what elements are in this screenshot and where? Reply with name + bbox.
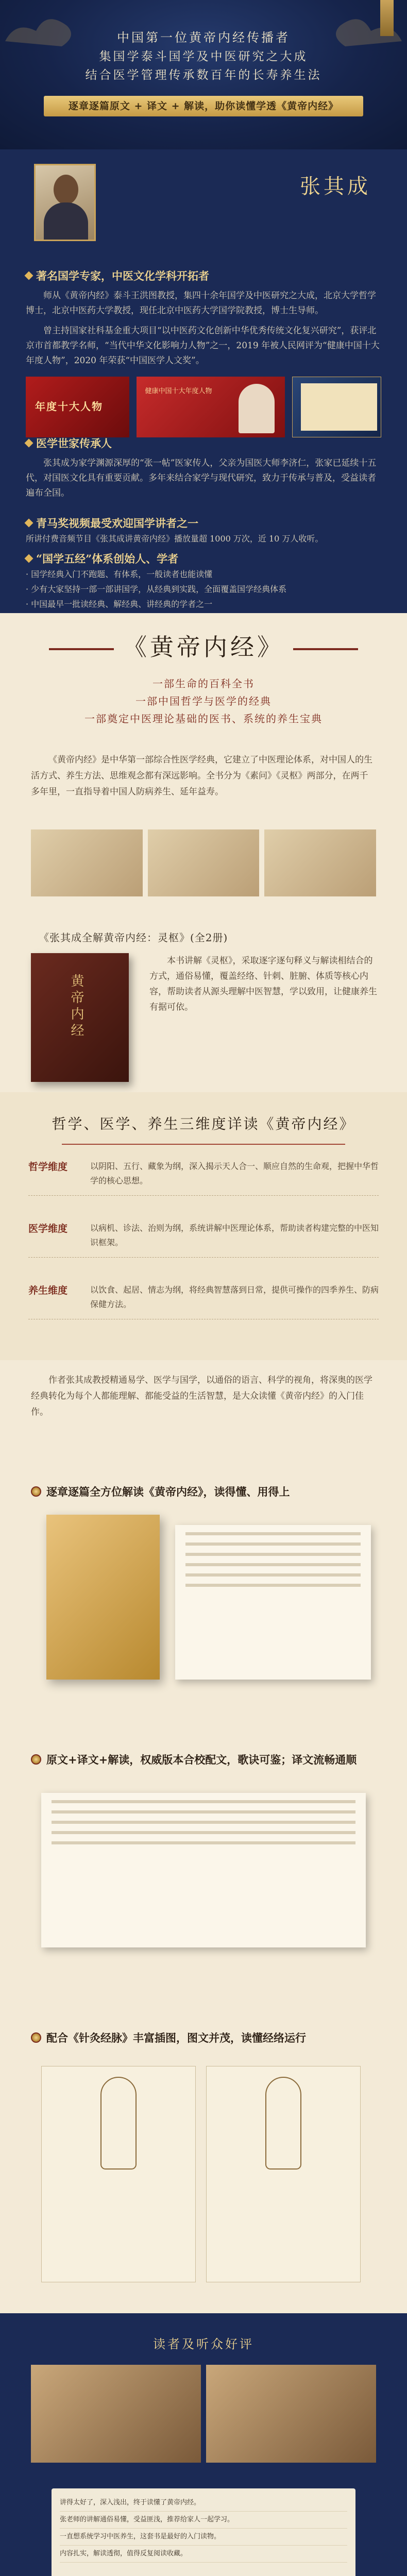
book-subtitle (0, 675, 407, 727)
open-book-photo (175, 1525, 371, 1680)
book-cover (31, 953, 129, 1082)
bullet-item: · 中国最早一批读经典、解经典、讲经典的学者之一 (26, 599, 213, 609)
text-line (185, 1563, 361, 1566)
pillars-section (0, 1092, 407, 1360)
feedback-title: 读者及听众好评 (153, 2337, 254, 2351)
text-line (52, 1821, 355, 1824)
feature-title-text: 配合《针灸经脉》丰富插图，图文并茂，读懂经络运行 (46, 2031, 306, 2044)
illustration (31, 829, 143, 896)
medallion-icon (31, 1486, 41, 1497)
diamond-icon (25, 272, 33, 280)
cloud-decoration-icon (325, 0, 407, 62)
section-title-text: “国学五经”体系创始人、学者 (36, 552, 179, 565)
award-gallery (26, 377, 381, 437)
meridian-diagram (41, 2066, 196, 2282)
body-figure (100, 2077, 137, 2170)
body-figure (265, 2077, 301, 2170)
medallion-icon (31, 1754, 41, 1765)
event-photo (31, 2365, 201, 2463)
author-name: 张其成 (300, 175, 371, 198)
hero-banner: 逐章逐篇原文 + 译文 + 解读，助你读懂学透《黄帝内经》 (44, 96, 363, 116)
illustration-strip (31, 829, 376, 896)
illustration (264, 829, 376, 896)
credential-text: 所讲付费音频节目《张其成讲黄帝内经》播放量超 1000 万次，近 10 万人收听。 (26, 534, 324, 544)
pillar-text: 以病机、诊法、治则为纲，系统讲解中医理论体系，帮助读者构建完整的中医知识框架。 (90, 1223, 379, 1247)
pillar-tag: 养生维度 (28, 1285, 68, 1296)
comment-item: 一直想系统学习中医养生，这套书是最好的入门读物。 (60, 2529, 347, 2546)
comment-item: 讲得太好了，深入浅出，终于读懂了黄帝内经。 (60, 2495, 347, 2512)
subtitle-line: 一部生命的百科全书 (152, 677, 255, 690)
section-title (26, 515, 381, 531)
award-caption: 健康中国十大年度人物 (145, 387, 212, 395)
section-title-text: 青马奖视频最受欢迎国学讲者之一 (36, 517, 198, 530)
hero-line-3: 结合医学管理传承数百年的长寿养生法 (85, 69, 322, 82)
author-paragraph: 曾主持国家社科基金重大项目“以中医药文化创新中华优秀传统文化复兴研究”，获评北京市首都教学名师，“当代中华文化影响力人物”之一，2019 年被人民网评为“健康中国十大年度人物”，2020 年荣获“中国医学人文奖”。 (26, 326, 380, 366)
subtitle-line: 一部中国哲学与医学的经典 (135, 695, 272, 707)
text-line (185, 1584, 361, 1587)
credentials-block (26, 515, 381, 611)
pillars-heading: 哲学、医学、养生三维度详读《黄帝内经》 (52, 1115, 355, 1132)
author-intro-block (26, 268, 381, 437)
text-line (185, 1532, 361, 1535)
award-photo (26, 377, 129, 437)
pillar-row (28, 1159, 379, 1196)
book-photo (46, 1515, 160, 1680)
certificate (301, 383, 377, 431)
award-person (239, 384, 275, 433)
text-line (185, 1553, 361, 1556)
event-photo (206, 2365, 376, 2463)
text-line (52, 1841, 355, 1844)
intro-paragraph: 作者张其成教授精通易学、医学与国学，以通俗的语言、科学的视角，将深奥的医学经典转化为每个人都能理解、都能受益的生活智慧，是大众读懂《黄帝内经》的入门佳作。 (31, 1375, 372, 1417)
family-block (26, 435, 381, 501)
feature-title-text: 原文+译文+解读，权威版本合校配文，歌诀可鉴；译文流畅通顺 (46, 1753, 357, 1766)
portrait-head (54, 175, 78, 205)
open-book-photo (41, 1793, 366, 1947)
hero-line-2: 集国学泰斗国学及中医研究之大成 (99, 50, 308, 63)
section-title-text: 医学世家传承人 (36, 437, 112, 450)
section-title-text: 著名国学专家，中医文化学科开拓者 (36, 269, 209, 282)
family-paragraph: 张其成为家学渊源深厚的“张一帖”医家传人，父亲为国医大师李济仁，张家已延续十五代，对国医文化具有重要贡献。多年来结合家学与现代研究，致力于传承与普及，受益读者遍布全国。 (26, 458, 377, 498)
certificate-photo (292, 377, 381, 437)
bullet-item: · 国学经典入门不跑题、有体系，一般读者也能读懂 (26, 569, 213, 579)
product-description: 本书讲解《灵枢》，采取逐字逐句释义与解读相结合的方式，通俗易懂，覆盖经络、针刺、脏腑、体质等核心内容，帮助读者从源头理解中医智慧，学以致用，让健康养生有据可依。 (149, 956, 377, 1012)
pillar-tag: 医学维度 (28, 1223, 68, 1234)
pillar-row (28, 1283, 379, 1319)
cover-title: 黄帝内经 (69, 974, 84, 1040)
intro-section (0, 1360, 407, 1479)
portrait-body (44, 202, 88, 240)
section-title (26, 435, 381, 451)
pillar-text: 以饮食、起居、情志为纲，将经典智慧落到日常，提供可操作的四季养生、防病保健方法。 (90, 1285, 379, 1309)
comment-item: 内容扎实，解读透彻，值得反复阅读收藏。 (60, 2546, 347, 2563)
medallion-icon (31, 2032, 41, 2043)
pillar-tag: 哲学维度 (28, 1161, 68, 1173)
text-line (52, 1810, 355, 1814)
hero-line-1: 中国第一位黄帝内经传播者 (117, 30, 290, 45)
author-portrait (34, 164, 96, 241)
diamond-icon (25, 439, 33, 448)
feature-section (0, 1479, 407, 1747)
award-photo (137, 377, 285, 437)
author-paragraph: 师从《黄帝内经》泰斗王洪图教授，集四十余年国学及中医研究之大成，北京大学哲学博士，北京中医药大学教授，现任北京中医药大学国学院教授，博士生导师。 (26, 291, 376, 316)
section-title (26, 551, 381, 566)
feedback-section (0, 2313, 407, 2576)
bookmark-ribbon (380, 0, 394, 36)
bullet-item: · 少有大家坚持一部一部讲国学，从经典到实践，全面覆盖国学经典体系 (26, 584, 287, 594)
feature-title (31, 1752, 357, 1767)
award-label: 年度十大人物 (35, 400, 103, 413)
hero-section (0, 0, 407, 149)
pillar-row (28, 1221, 379, 1258)
feature-title (31, 2030, 306, 2045)
text-line (185, 1543, 361, 1546)
text-line (52, 1800, 355, 1803)
book-section (0, 613, 407, 922)
meridian-diagram (206, 2066, 361, 2282)
feature-section (0, 1747, 407, 2025)
text-line (185, 1573, 361, 1577)
illustration (148, 829, 260, 896)
pillar-text: 以阴阳、五行、藏象为纲，深入揭示天人合一、顺应自然的生命观，把握中华哲学的核心思想。 (90, 1161, 379, 1185)
book-title: 《黄帝内经》 (114, 629, 293, 663)
heading-underline (62, 1144, 345, 1145)
feature-section (0, 2025, 407, 2313)
subtitle-line: 一部奠定中医理论基础的医书、系统的养生宝典 (84, 713, 323, 725)
product-card (0, 922, 407, 1092)
text-line (52, 1831, 355, 1834)
book-title-wrap (49, 629, 358, 672)
diamond-icon (25, 519, 33, 528)
comment-list (52, 2488, 355, 2576)
feature-title (31, 1484, 290, 1499)
cloud-decoration-icon (0, 0, 82, 62)
author-section (0, 149, 407, 613)
diamond-icon (25, 554, 33, 563)
feature-title-text: 逐章逐篇全方位解读《黄帝内经》，读得懂、用得上 (46, 1485, 290, 1498)
section-title (26, 268, 381, 283)
product-label: 《张其成全解黄帝内经：灵枢》(全2册) (39, 931, 228, 944)
comment-item: 张老师的讲解通俗易懂，受益匪浅，推荐给家人一起学习。 (60, 2512, 347, 2529)
book-intro: 《黄帝内经》是中华第一部综合性医学经典，它建立了中医理论体系，对中国人的生活方式、养生方法、思维观念都有深远影响。全书分为《素问》《灵枢》两部分，在两千多年里，一直指导着中国人防病养生、延年益寿。 (31, 755, 372, 797)
